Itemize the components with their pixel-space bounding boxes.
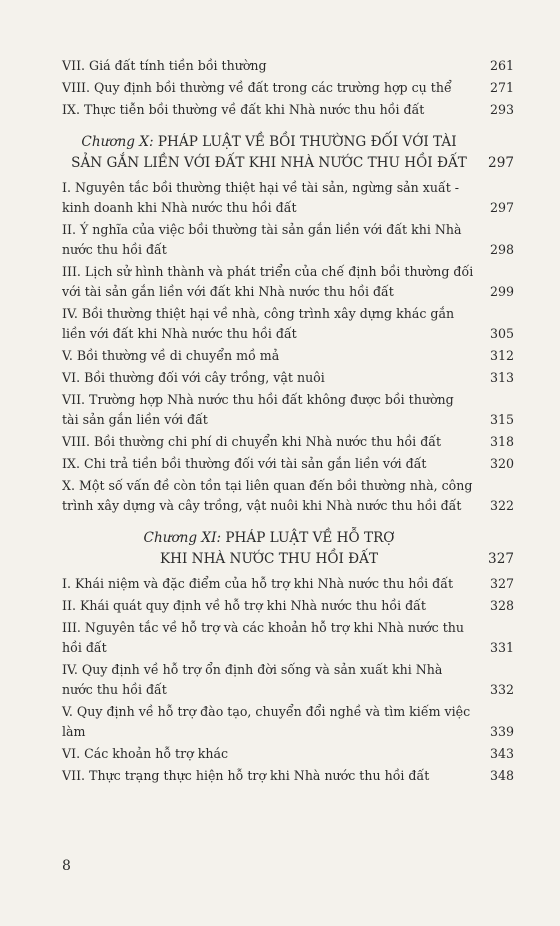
- toc-entry: [62, 618, 514, 658]
- toc-entry-title: IV. Quy định về hỗ trợ ổn định đời sống và sản xuất khi Nhà nước thu hồi đất: [62, 662, 443, 697]
- chapter-label: Chương X:: [81, 134, 154, 150]
- toc-entry-page: 315: [489, 412, 514, 427]
- chapter-title-line-1: PHÁP LUẬT VỀ HỖ TRỢ: [221, 530, 395, 546]
- page-number: 8: [62, 858, 71, 874]
- toc-entry-title: V. Quy định về hỗ trợ đào tạo, chuyển đổi nghề và tìm kiếm việc làm: [62, 704, 471, 739]
- toc-entry-page: 343: [489, 746, 514, 761]
- chapter-heading-10: [62, 132, 514, 174]
- toc-entry: [62, 346, 514, 366]
- toc-entry: [62, 596, 514, 616]
- toc-entry-title: III. Nguyên tắc về hỗ trợ và các khoản hỗ trợ khi Nhà nước thu hồi đất: [62, 620, 465, 655]
- toc-entry: [62, 766, 514, 786]
- toc-entry: [62, 744, 514, 764]
- toc-entry-page: 327: [489, 576, 514, 591]
- chapter-page: 327: [488, 551, 514, 567]
- chapter-title: [62, 132, 484, 174]
- toc-entry-page: 293: [489, 102, 514, 117]
- toc-entry-title: II. Ý nghĩa của việc bồi thường tài sản gắn liền với đất khi Nhà nước thu hồi đất: [62, 222, 462, 257]
- toc-entry: [62, 432, 514, 452]
- toc-entry: [62, 476, 514, 516]
- chapter-heading-11: [62, 528, 514, 570]
- chapter-title-line-1: PHÁP LUẬT VỀ BỒI THƯỜNG ĐỐI VỚI TÀI: [153, 134, 457, 150]
- toc-entry-page: 271: [489, 80, 514, 95]
- toc-entry-title: VI. Bồi thường đối với cây trồng, vật nuôi: [62, 370, 325, 385]
- toc-entry: [62, 78, 514, 98]
- chapter-label: Chương XI:: [143, 530, 222, 546]
- toc-entry-title: IX. Chi trả tiền bồi thường đối với tài sản gắn liền với đất: [62, 456, 427, 471]
- toc-entry-page: 261: [489, 58, 514, 73]
- toc-entry-title: II. Khái quát quy định về hỗ trợ khi Nhà nước thu hồi đất: [62, 598, 426, 613]
- toc-group-1: [62, 56, 514, 120]
- toc-entry-page: 299: [489, 284, 514, 299]
- toc-entry-title: V. Bồi thường về di chuyển mồ mả: [62, 348, 280, 363]
- toc-entry: [62, 454, 514, 474]
- toc-entry-page: 312: [489, 348, 514, 363]
- toc-entry-title: VIII. Bồi thường chi phí di chuyển khi Nhà nước thu hồi đất: [62, 434, 442, 449]
- toc-entry-page: 298: [489, 242, 514, 257]
- toc-entry-page: 322: [489, 498, 514, 513]
- chapter-title-line-2: KHI NHÀ NƯỚC THU HỒI ĐẤT: [159, 551, 379, 567]
- toc-entry: [62, 100, 514, 120]
- toc-entry: [62, 220, 514, 260]
- toc-entry-title: VII. Giá đất tính tiền bồi thường: [62, 58, 267, 73]
- toc-entry-page: 348: [489, 768, 514, 783]
- toc-entry-page: 305: [489, 326, 514, 341]
- toc-entry-title: VIII. Quy định bồi thường về đất trong các trường hợp cụ thể: [62, 80, 452, 95]
- chapter-title-line-2: SẢN GẮN LIỀN VỚI ĐẤT KHI NHÀ NƯỚC THU HỒI ĐẤT: [71, 155, 467, 171]
- toc-entry-title: III. Lịch sử hình thành và phát triển của chế định bồi thường đối với tài sản gắn liền với đất khi Nhà nước thu hồi đất: [62, 264, 474, 299]
- toc-entry-title: I. Nguyên tắc bồi thường thiệt hại về tài sản, ngừng sản xuất - kinh doanh khi Nhà nước thu hồi đất: [62, 180, 460, 215]
- toc-entry: [62, 660, 514, 700]
- toc-entry-page: 297: [489, 200, 514, 215]
- toc-entry-title: IV. Bồi thường thiệt hại về nhà, công trình xây dựng khác gắn liền với đất khi Nhà nước thu hồi đất: [62, 306, 455, 341]
- chapter-title: [62, 528, 484, 570]
- toc-entry-page: 331: [489, 640, 514, 655]
- toc-entry-title: IX. Thực tiễn bồi thường về đất khi Nhà nước thu hồi đất: [62, 102, 425, 117]
- toc-entry-page: 332: [489, 682, 514, 697]
- toc-entry-title: I. Khái niệm và đặc điểm của hỗ trợ khi Nhà nước thu hồi đất: [62, 576, 454, 591]
- toc-entry: [62, 390, 514, 430]
- toc-entry-page: 339: [489, 724, 514, 739]
- toc-entry: [62, 368, 514, 388]
- table-of-contents: [62, 56, 514, 788]
- chapter-page: 297: [488, 155, 514, 171]
- toc-entry-title: VII. Trường hợp Nhà nước thu hồi đất không được bồi thường tài sản gắn liền với đất: [62, 392, 454, 427]
- toc-entry-title: VII. Thực trạng thực hiện hỗ trợ khi Nhà nước thu hồi đất: [62, 768, 430, 783]
- toc-entry-page: 313: [489, 370, 514, 385]
- toc-entry: [62, 574, 514, 594]
- toc-entry-page: 320: [489, 456, 514, 471]
- toc-entry: [62, 262, 514, 302]
- toc-entry: [62, 178, 514, 218]
- toc-entry-title: X. Một số vấn đề còn tồn tại liên quan đến bồi thường nhà, công trình xây dựng và cây trồng, vật nuôi khi Nhà nước thu hồi đất: [62, 478, 473, 513]
- toc-group-3: [62, 574, 514, 786]
- toc-entry-title: VI. Các khoản hỗ trợ khác: [62, 746, 229, 761]
- toc-entry: [62, 56, 514, 76]
- toc-group-2: [62, 178, 514, 516]
- toc-entry-page: 328: [489, 598, 514, 613]
- toc-entry: [62, 304, 514, 344]
- toc-entry-page: 318: [489, 434, 514, 449]
- toc-entry: [62, 702, 514, 742]
